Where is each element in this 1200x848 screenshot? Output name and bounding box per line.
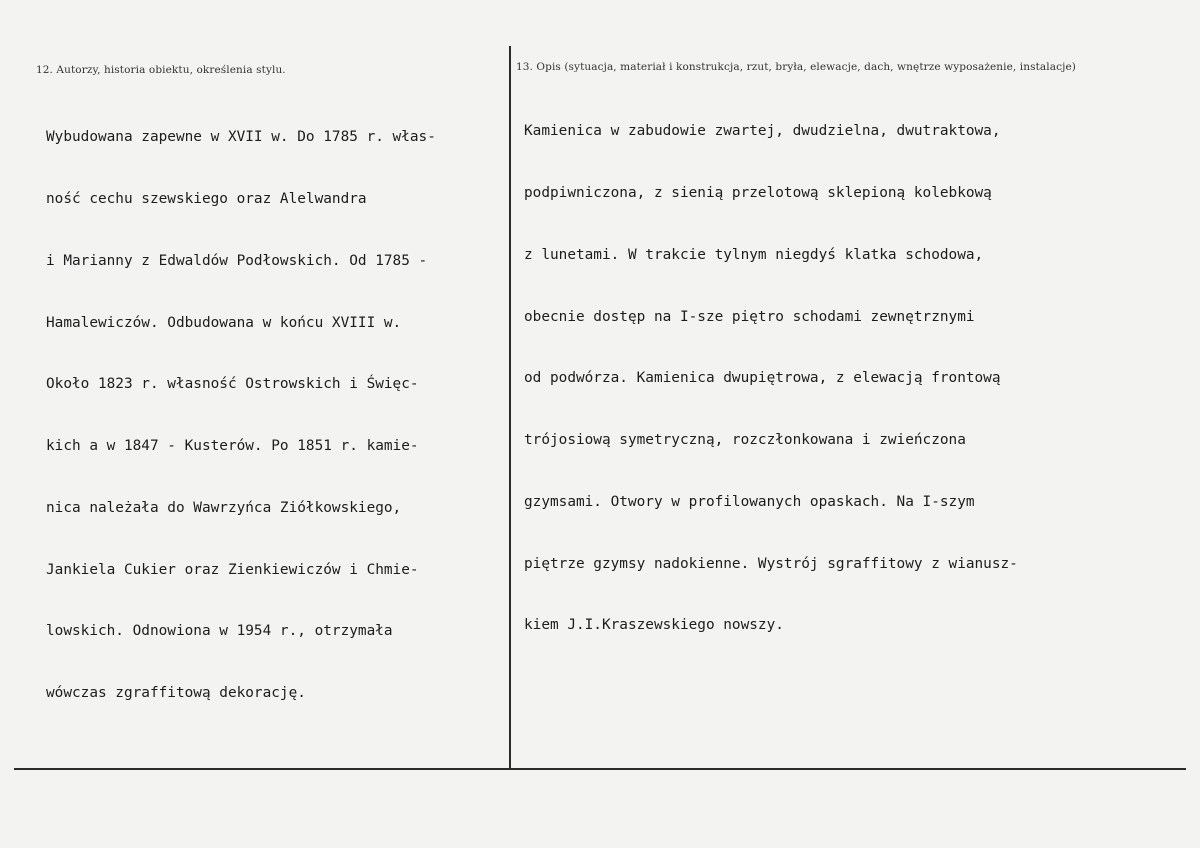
text-line: Kamienica w zabudowie zwartej, dwudzielna, dwutraktowa, [524, 123, 1001, 140]
text-line: wówczas zgraffitową dekorację. [46, 685, 306, 702]
text-line: Około 1823 r. własność Ostrowskich i Święc- [46, 376, 419, 393]
text-line: Hamalewiczów. Odbudowana w końcu XVIII w. [46, 314, 402, 331]
text-line: od podwórza. Kamienica dwupiętrowa, z elewacją frontową [524, 370, 1001, 387]
section-13-typed-text [524, 80, 1018, 677]
text-line: gzymsami. Otwory w profilowanych opaskach. Na I-szym [524, 493, 975, 510]
text-line: lowskich. Odnowiona w 1954 r., otrzymała [46, 623, 393, 640]
text-line: i Marianny z Edwaldów Podłowskich. Od 1785 - [46, 252, 428, 269]
section-12-heading: 12. Autorzy, historia obiektu, określenia stylu. [36, 64, 286, 76]
text-line: piętrze gzymsy nadokienne. Wystrój sgraffitowy z wianusz- [524, 555, 1018, 572]
text-line: z lunetami. W trakcie tylnym niegdyś klatka schodowa, [524, 246, 984, 263]
text-line: trójosiową symetryczną, rozczłonkowana i zwieńczona [524, 432, 966, 449]
text-line: nica należała do Wawrzyńca Ziółkowskiego, [46, 499, 402, 516]
text-line: Jankiela Cukier oraz Zienkiewiczów i Chmie- [46, 561, 419, 578]
section-12-typed-text [46, 86, 436, 745]
text-line: obecnie dostęp na I-sze piętro schodami zewnętrznymi [524, 308, 975, 325]
text-line: kiem J.I.Kraszewskiego nowszy. [524, 617, 784, 634]
bottom-rule [14, 768, 1186, 770]
text-line: kich a w 1847 - Kusterów. Po 1851 r. kamie- [46, 438, 419, 455]
text-line: Wybudowana zapewne w XVII w. Do 1785 r. włas- [46, 129, 436, 146]
column-divider [509, 46, 511, 768]
text-line: ność cechu szewskiego oraz Alelwandra [46, 190, 367, 207]
text-line: podpiwniczona, z sienią przelotową sklepioną kolebkową [524, 184, 992, 201]
section-13-heading: 13. Opis (sytuacja, materiał i konstrukcja, rzut, bryła, elewacje, dach, wnętrze wyposażenie, instalacje) [516, 61, 1076, 73]
